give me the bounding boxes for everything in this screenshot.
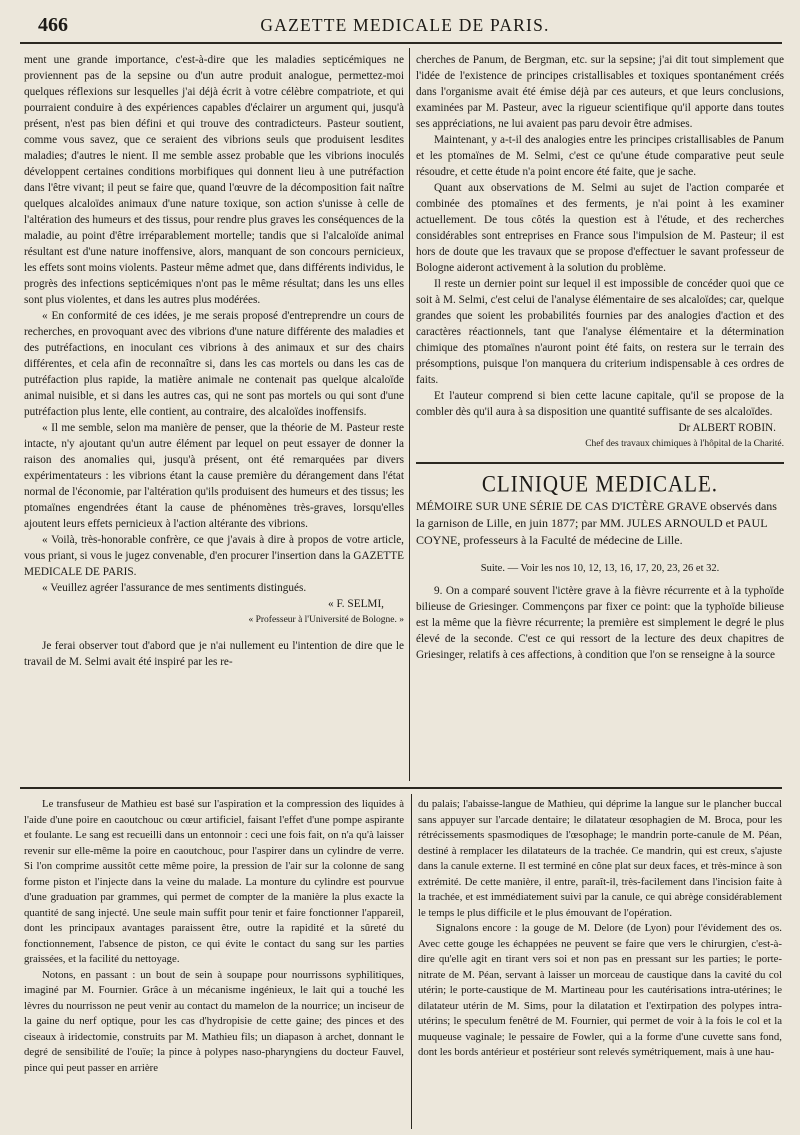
paragraph: Signalons encore : la gouge de M. Delore (de Lyon) pour l'évidement des os. Avec cette gouge les échappées ne peuvent se faire que vers le chirurgien, c'est-à-dire qu'elle agit en tirant vers soi et non pas en pressant sur les parties; le porte-nitrate de M. Péan, servant à laisser un morceau de caustique dans la cavité du col utérin; le porte-caustique de M. Martineau pour les cautérisations intra-utérines; le dilatateur utérin de M. Sims, pour la dilatation et l'extirpation des polypes intra-utérins; le speculum fenêtré de M. Fournier, qui permet de voir à la fois le col et la muqueuse vaginale; le pessaire de Fowler, qui a la forme d'une cuvette sans fond, dont les bords antérieur et postérieur sont relevés symétriquement, mais à une hau- xyxy=(418,922,782,1058)
signature-name: Dr ALBERT ROBIN. xyxy=(678,422,776,434)
article-heading: MÉMOIRE SUR UNE SÉRIE DE CAS D'ICTÈRE GRAVE observés dans la garnison de Lille, en juin 1877; par MM. JULES ARNOULD et PAUL COYNE, professeurs à la Faculté de médecine de Lille. xyxy=(416,499,777,547)
journal-title: GAZETTE MEDICALE DE PARIS. xyxy=(260,15,550,35)
page-header xyxy=(20,6,790,36)
paragraph: cherches de Panum, de Bergman, etc. sur la sepsine; j'ai dit tout simplement que l'idée de l'existence de principes cristallisables et toxiques spontanément créés dans l'organisme avait été émise déjà par ces auteurs, et que leurs conclusions, examinées par M. Pasteur, avec la rigueur scientifique qu'il apporte dans toutes ses appréciations, ne lui avaient pas paru devoir être admises. xyxy=(416,54,784,130)
section-rule xyxy=(416,462,784,464)
paragraph: Le transfuseur de Mathieu est basé sur l'aspiration et la compression des liquides à l'aide d'une poire en caoutchouc ou cœur artificiel, faisant l'effet d'une pompe aspirante et foulante. Le sang est recueilli dans un entonnoir : ceci une fois fait, on n'a qu'à laisser revenir sur elle-même la poire en caoutchouc, pour l'aspirer dans un cylindre de verre. Si l'on comprime aussitôt cette même poire, la pression de l'air sur la colonne de sang forme piston et l'injecte dans la veine du malade. La monture du cylindre est pourvue d'une graduation par grammes, qui permet de compter de la manière la plus exacte la quantité de sang injecté. Une seule main suffit pour tenir et faire fonctionner l'appareil, dont les principaux avantages paraissent être, outre la rapidité et la sûreté du fonctionnement, l'absence de piston, ce qui évite le contact du sang sur les parties graissées, et la facilité du nettoyage. xyxy=(24,798,404,965)
paragraph: du palais; l'abaisse-langue de Mathieu, qui déprime la langue sur le plancher buccal sans appuyer sur l'arcade dentaire; le dilatateur œsophagien de M. Broca, pour les rétrécissements spasmodiques de l'œsophage; le mandrin porte-canule de M. Péan, destiné à remplacer les dilatateurs de la trachée. Ce mandrin, qui est creux, s'ajuste dans la canule externe. Il est terminé en cône plat sur deux faces, et très-mince à son extrémité. De cette manière, il entre, paraît-il, très-facilement dans l'incision faite à la trachée, et est immédiatement suivi par la canule, ce qui abrège considérablement le temps le plus difficile et le plus émouvant de l'opération. xyxy=(418,798,782,919)
signature-name: « F. SELMI, xyxy=(328,598,384,610)
header-rule xyxy=(20,42,782,44)
page-number: 466 xyxy=(38,14,68,36)
paragraph: Je ferai observer tout d'abord que je n'ai nullement eu l'intention de dire que le travail de M. Selmi avait été inspiré par les re- xyxy=(24,640,404,668)
paragraph: ment une grande importance, c'est-à-dire que les maladies septicémiques ne proviennent pas de la sepsine ou d'un autre produit analogue, permettez-moi quelques réflexions sur lesquelles j'ai déjà écrit à votre célèbre compatriote, et qui pourraient conduire à des expériences capables d'éclairer un argument qui, jusqu'à présent, n'est pas bien défini et qui trouve des contradicteurs. Pasteur soutient, comme vous savez, que ce seraient des vibrions seuls que produisent lesdites maladies; d'autres le nient. Il me semble assez probable que les vibrions inoculés développent certaines conditions morbifiques qui donnent lieu à une putréfaction dans l'être vivant; il peut se faire que, quand l'œuvre de la décomposition fait naître quelques alcaloïdes animaux d'une nature toxique, son action s'unisse à celle de l'altération des humeurs et des tissus, pour rendre plus graves les conséquences de la maladie, au point d'être irréparablement mortelle; tandis que si l'alcaloïde animal résultant est d'une nature inoffensive, alors, manquant de son concours pernicieux, les effets sont moins violents. Pasteur même admet que, dans différents individus, le progrès des infections septicémiques n'ont pas le même résultat; dans les uns elles sont plus violentes, et dans les autres plus modérées. xyxy=(24,54,404,306)
signature-title: Chef des travaux chimiques à l'hôpital de la Charité. xyxy=(585,439,784,449)
bottom-left-column xyxy=(24,797,404,1076)
bottom-column-divider xyxy=(411,794,412,1129)
right-column xyxy=(416,52,784,663)
paragraph: « Voilà, très-honorable confrère, ce que j'avais à dire à propos de votre article, vous priant, si vous le jugez convenable, d'en procurer l'insertion dans la GAZETTE MEDICALE DE PARIS. xyxy=(24,534,404,578)
paragraph: 9. On a comparé souvent l'ictère grave à la fièvre récurrente et à la typhoïde bilieuse de Griesinger. Commençons par fixer ce point: que la typhoïde bilieuse est la même que la fièvre récurrente; la première est simplement le degré le plus élevé de la seconde. C'est ce qui ressort de la lecture des deux chapitres de Griesinger, relatifs à ces affections, à condition que l'on se renseigne à la source xyxy=(416,585,784,661)
paragraph: Notons, en passant : un bout de sein à soupape pour nourrissons syphilitiques, imaginé par M. Fournier. Grâce à un mécanisme ingénieux, le lait qui a touché les lèvres du nourrisson ne peut venir au contact du mamelon de la nourrice; un inciseur de la gaine du nerf optique, pour les cas d'hydropisie de cette gaine; des pinces et des ciseaux à iridectomie, construits par M. Mathieu fils; un diapason à archet, donnant le degré de sensibilité de l'ouïe; la pince à polypes naso-pharyngiens du docteur Fauvel, pince qui peut passer en arrière xyxy=(24,968,404,1074)
column-divider xyxy=(409,48,410,781)
paragraph: Maintenant, y a-t-il des analogies entre les principes cristallisables de Panum et les ptomaïnes de M. Selmi, c'est ce qu'une étude comparative peut seule résoudre, et cette étude n'a point encore été faite, que je sache. xyxy=(416,134,784,178)
bottom-right-column xyxy=(418,797,782,1061)
feuilleton-rule xyxy=(20,787,782,789)
paragraph: Et l'auteur comprend si bien cette lacune capitale, qu'il se propose de la combler dès qu'il aura à sa disposition une quantité suffisante de ses alcaloïdes. xyxy=(416,390,784,418)
section-title: CLINIQUE MEDICALE. xyxy=(481,470,719,498)
paragraph: Il reste un dernier point sur lequel il est impossible de concéder quoi que ce soit à M. Selmi, c'est celui de l'analyse élémentaire de ses alcaloïdes; car, quelque grandes que soient les probabilités fournies par des analogies d'action et des caractères réactionnels, tant que l'analyse élémentaire et la détermination chimique des ptomaïnes n'auront point été faits, on restera sur le terrain des présomptions, puisque l'on manquera du criterium indispensable à ces ordres de faits. xyxy=(416,278,784,386)
left-column xyxy=(24,52,404,670)
paragraph: « En conformité de ces idées, je me serais proposé d'entreprendre un cours de recherches, en provoquant avec des vibrions d'une nature différente des maladies et des putréfactions, en inoculant ces vibrions à des animaux et sur des chairs différentes, et cela afin de reconnaître si, dans les cas mortels ou dans les cas de putréfaction plus rapide, la matière animale ne contenait pas quelque alcaloïde animal nuisible, et si dans les autres cas, qui ne sont pas mortels ou qui sont d'une putréfaction plus lente, elle contient, au contraire, des alcaloïdes inoffensifs. xyxy=(24,310,404,418)
paragraph: Quant aux observations de M. Selmi au sujet de l'action comparée et combinée des ptomaïnes et des ferments, je n'ai point à les examiner actuellement. De tous côtés la question est à l'étude, et des recherches considérables sont entreprises en France sous l'impulsion de M. Pasteur; il est hors de doute que les travaux que se propose d'effectuer le savant professeur de Bologne aideront activement à la solution du problème. xyxy=(416,182,784,274)
continuation-note: Suite. — Voir les nos 10, 12, 13, 16, 17, 20, 23, 26 et 32. xyxy=(480,563,720,574)
paragraph: « Il me semble, selon ma manière de penser, que la théorie de M. Pasteur reste intacte, n'y ajoutant qu'un autre élément par lequel on peut essayer de donner la raison des anomalies qui, jusqu'à présent, ont été remarquées par divers expérimentateurs : les vibrions étant la cause première du dérangement dans l'état normal de l'économie, par l'altération qu'ils produisent des humeurs et des tissus; les ptomaïnes engendrées étant la cause de phénomènes très-graves, lorsqu'elles ajoutent leurs effets pernicieux à l'action altérante des vibrions. xyxy=(24,422,404,530)
signature-title: « Professeur à l'Université de Bologne. » xyxy=(248,615,404,625)
paragraph: « Veuillez agréer l'assurance de mes sentiments distingués. xyxy=(42,582,307,594)
